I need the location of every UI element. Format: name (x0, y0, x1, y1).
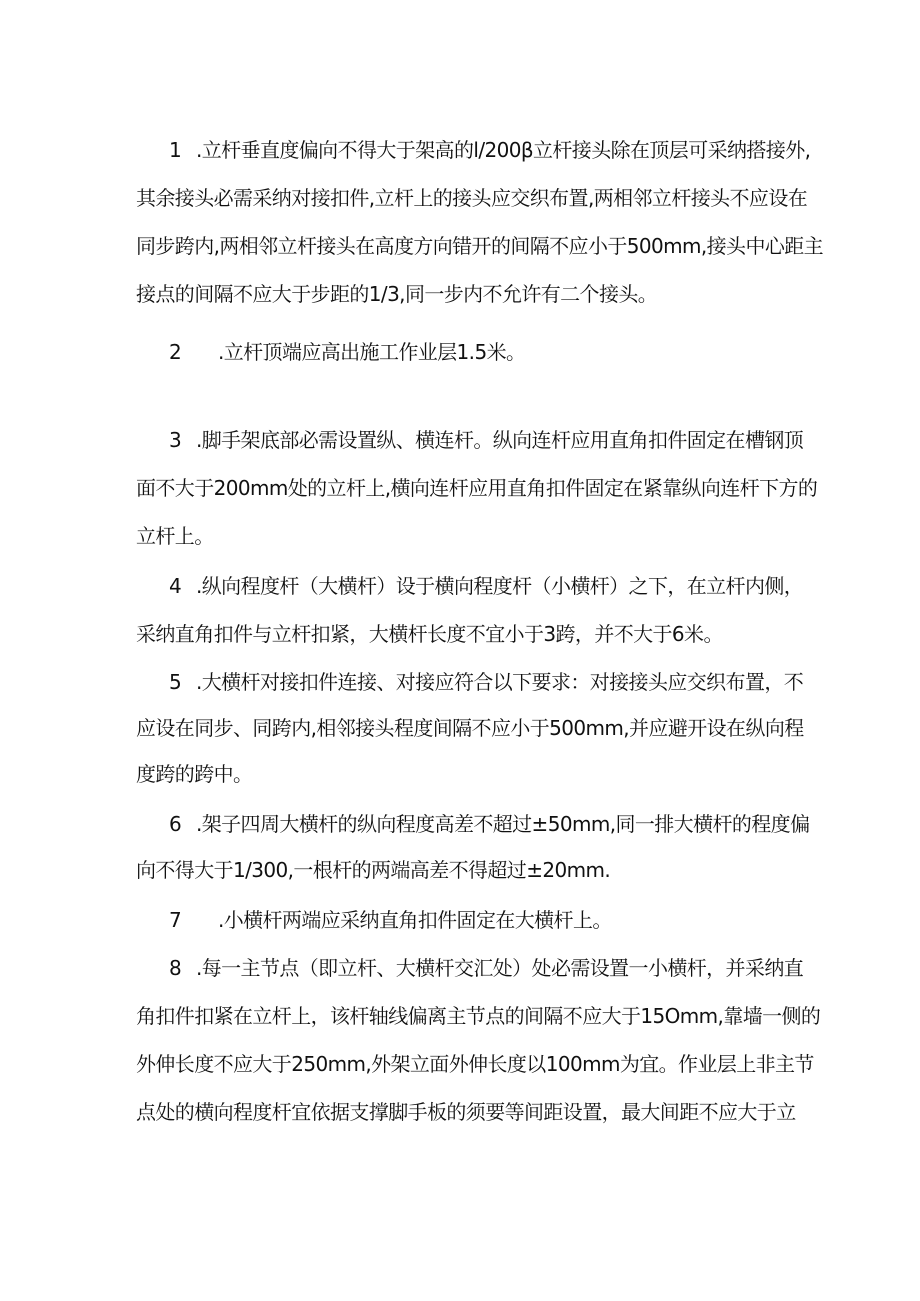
item-text-line: .小横杆两端应采纳直角扣件固定在大横杆上。 (218, 908, 612, 932)
item-text-line: 接点的间隔不应大于步距的1/3,同一步内不允许有二个接头。 (136, 282, 658, 306)
item-number: 6 (169, 812, 182, 836)
item-text-line: 外伸长度不应大于250mm,外架立面外伸长度以100mm为宜。作业层上非主节 (136, 1052, 814, 1076)
item-text-line: 立杆上。 (136, 524, 214, 548)
item-number: 2 (169, 340, 182, 364)
item-text-line: .立杆垂直度偏向不得大于架高的l/200β立杆接头除在顶层可采纳搭接外, (196, 138, 811, 162)
item-text-line: 采纳直角扣件与立杆扣紧，大横杆长度不宜小于3跨，并不大于6米。 (136, 622, 723, 646)
item-number: 7 (169, 908, 182, 932)
item-number: 5 (169, 670, 182, 694)
item-number: 1 (169, 138, 182, 162)
item-number: 3 (169, 428, 182, 452)
item-text-line: 向不得大于1/300,一根杆的两端高差不得超过±20mm. (136, 858, 611, 882)
item-text-line: .架子四周大横杆的纵向程度高差不超过±50mm,同一排大横杆的程度偏 (196, 812, 810, 836)
item-text-line: .立杆顶端应高出施工作业层1.5米。 (218, 340, 526, 364)
item-text-line: .脚手架底部必需设置纵、横连杆。纵向连杆应用直角扣件固定在槽钢顶 (196, 428, 804, 452)
item-text-line: .纵向程度杆（大横杆）设于横向程度杆（小横杆）之下，在立杆内侧， (196, 574, 804, 598)
item-text-line: 其余接头必需采纳对接扣件,立杆上的接头应交织布置,两相邻立杆接头不应设在 (136, 186, 808, 210)
item-text-line: 应设在同步、同跨内,相邻接头程度间隔不应小于500mm,并应避开设在纵向程 (136, 716, 804, 740)
item-text-line: 点处的横向程度杆宜依据支撑脚手板的须要等间距设置，最大间距不应大于立 (136, 1100, 796, 1124)
item-text-line: 度跨的跨中。 (136, 762, 253, 786)
item-text-line: 角扣件扣紧在立杆上，该杆轴线偏离主节点的间隔不应大于15Omm,靠墙一侧的 (136, 1004, 821, 1028)
item-text-line: 同步跨内,两相邻立杆接头在高度方向错开的间隔不应小于500mm,接头中心距主 (136, 234, 824, 258)
item-text-line: .大横杆对接扣件连接、对接应符合以下要求：对接接头应交织布置，不 (196, 670, 804, 694)
item-number: 8 (169, 956, 182, 980)
item-number: 4 (169, 574, 182, 598)
item-text-line: .每一主节点（即立杆、大横杆交汇处）处必需设置一小横杆，并采纳直 (196, 956, 804, 980)
item-text-line: 面不大于200mm处的立杆上,横向连杆应用直角扣件固定在紧靠纵向连杆下方的 (136, 476, 818, 500)
